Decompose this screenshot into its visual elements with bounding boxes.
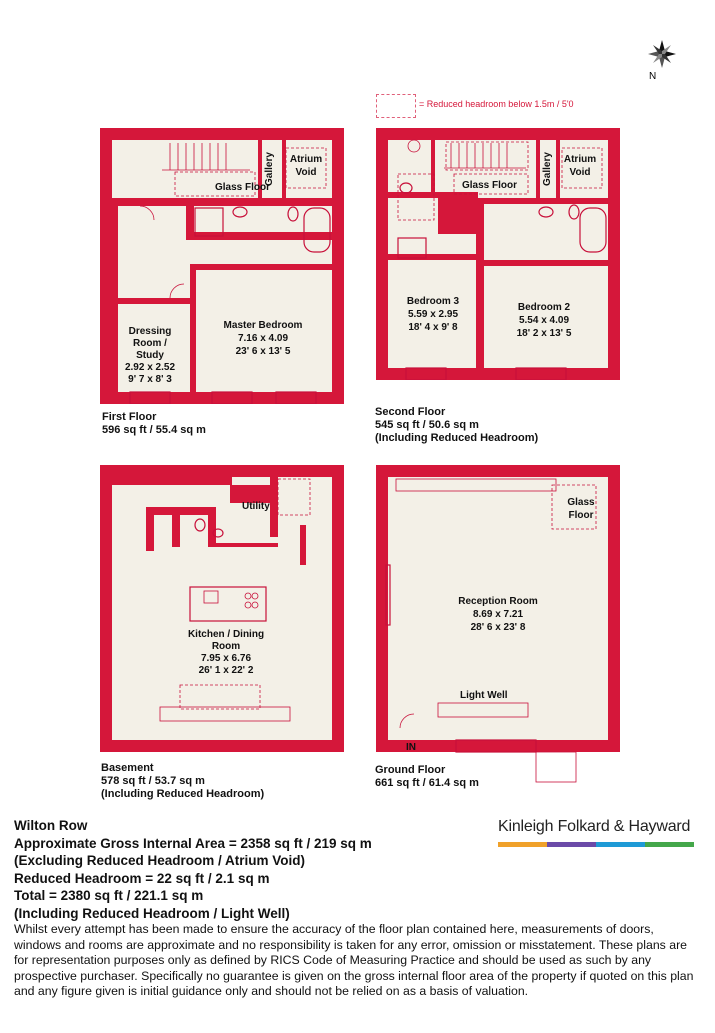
ground-floor-caption: [375, 764, 479, 790]
first-floor-plan: [100, 128, 344, 404]
first-atrium-label-1: Atrium: [289, 154, 323, 165]
dressing-room-name-2: Room /: [133, 338, 167, 349]
brand-logo: Kinleigh Folkard & Hayward: [498, 818, 691, 835]
bedroom2-name: Bedroom 2: [517, 302, 571, 313]
bedroom3-imperial: 18' 4 x 9' 8: [408, 322, 458, 333]
second-gallery-label: Gallery: [542, 152, 553, 186]
ground-floor-area: 661 sq ft / 61.4 sq m: [375, 777, 479, 789]
bedroom3-name: Bedroom 3: [406, 296, 460, 307]
first-atrium-label-2: Void: [295, 167, 317, 178]
basement-caption: [101, 762, 264, 801]
ground-floor-name: Ground Floor: [375, 764, 446, 776]
dressing-room-imperial: 9' 7 x 8' 3: [128, 374, 172, 385]
first-floor-area: 596 sq ft / 55.4 sq m: [102, 424, 206, 436]
first-floor-name: First Floor: [102, 411, 157, 423]
reduced-headroom-swatch: [376, 94, 416, 118]
brand-color-bar: [498, 842, 694, 847]
ground-glass-floor-label-1: Glass: [567, 497, 595, 508]
reception-room-metric: 8.69 x 7.21: [472, 609, 524, 620]
ground-floor-plan: [376, 465, 620, 785]
compass-north-label: N: [649, 71, 657, 82]
kitchen-name-2: Room: [211, 641, 241, 652]
second-floor-note: (Including Reduced Headroom): [375, 432, 539, 444]
basement-note: (Including Reduced Headroom): [101, 788, 265, 800]
basement-area: 578 sq ft / 53.7 sq m: [101, 775, 205, 787]
dressing-room-name-1: Dressing: [128, 326, 172, 337]
bedroom2-imperial: 18' 2 x 13' 5: [516, 328, 572, 339]
light-well-label: Light Well: [460, 690, 508, 701]
second-atrium-label-1: Atrium: [563, 154, 597, 165]
second-floor-plan: [376, 128, 620, 380]
kitchen-imperial: 26' 1 x 22' 2: [198, 665, 254, 676]
gross-area-note: (Excluding Reduced Headroom / Atrium Void): [14, 853, 306, 868]
reduced-headroom: Reduced Headroom = 22 sq ft / 2.1 sq m: [14, 870, 270, 886]
second-floor-name: Second Floor: [375, 406, 446, 418]
disclaimer-text: Whilst every attempt has been made to ensure the accuracy of the floor plan contained here, measurements of doors, windows and rooms are approximate and no responsibility is taken for any error, omission or misstatement. These plans are for representation purposes only as defined by RICS Code of Measuring Practice and should be used as such by any prospective purchaser. Specifically no guarantee is given on the gross internal floor area of the property if quoted on this plan and any figure given is initial guidance only and should not be relied on as a basis of valuation.: [14, 922, 694, 999]
legend-text: = Reduced headroom below 1.5m / 5'0: [419, 99, 574, 109]
bedroom2-metric: 5.54 x 4.09: [518, 315, 570, 326]
total-area: Total = 2380 sq ft / 221.1 sq m: [14, 888, 204, 903]
dressing-room-metric: 2.92 x 2.52: [124, 362, 176, 373]
bedroom3-metric: 5.59 x 2.95: [407, 309, 459, 320]
basement-name: Basement: [101, 762, 154, 774]
second-glass-floor-label: Glass Floor: [462, 180, 518, 191]
gross-area: Approximate Gross Internal Area = 2358 sq ft / 219 sq m: [14, 835, 372, 851]
compass-icon: [640, 36, 684, 82]
reception-room-imperial: 28' 6 x 23' 8: [470, 622, 526, 633]
basement-plan: [100, 465, 344, 752]
kitchen-metric: 7.95 x 6.76: [200, 653, 252, 664]
ground-glass-floor-label-2: Floor: [568, 510, 594, 521]
master-bedroom-metric: 7.16 x 4.09: [237, 333, 289, 344]
entrance-label: IN: [406, 742, 416, 753]
first-gallery-label: Gallery: [264, 152, 275, 186]
first-floor-caption: [102, 411, 206, 437]
master-bedroom-imperial: 23' 6 x 13' 5: [235, 346, 291, 357]
second-floor-caption: [375, 406, 538, 445]
second-atrium-label-2: Void: [569, 167, 591, 178]
utility-label: Utility: [242, 501, 270, 512]
second-floor-area: 545 sq ft / 50.6 sq m: [375, 419, 479, 431]
area-summary: [14, 817, 372, 922]
first-glass-floor-label: Glass Floor: [215, 182, 271, 193]
kitchen-name-1: Kitchen / Dining: [187, 629, 265, 640]
master-bedroom-name: Master Bedroom: [223, 320, 303, 331]
dressing-room-name-3: Study: [136, 350, 164, 361]
reception-room-name: Reception Room: [458, 596, 538, 607]
total-area-note: (Including Reduced Headroom / Light Well): [14, 905, 290, 921]
address: Wilton Row: [14, 818, 88, 833]
